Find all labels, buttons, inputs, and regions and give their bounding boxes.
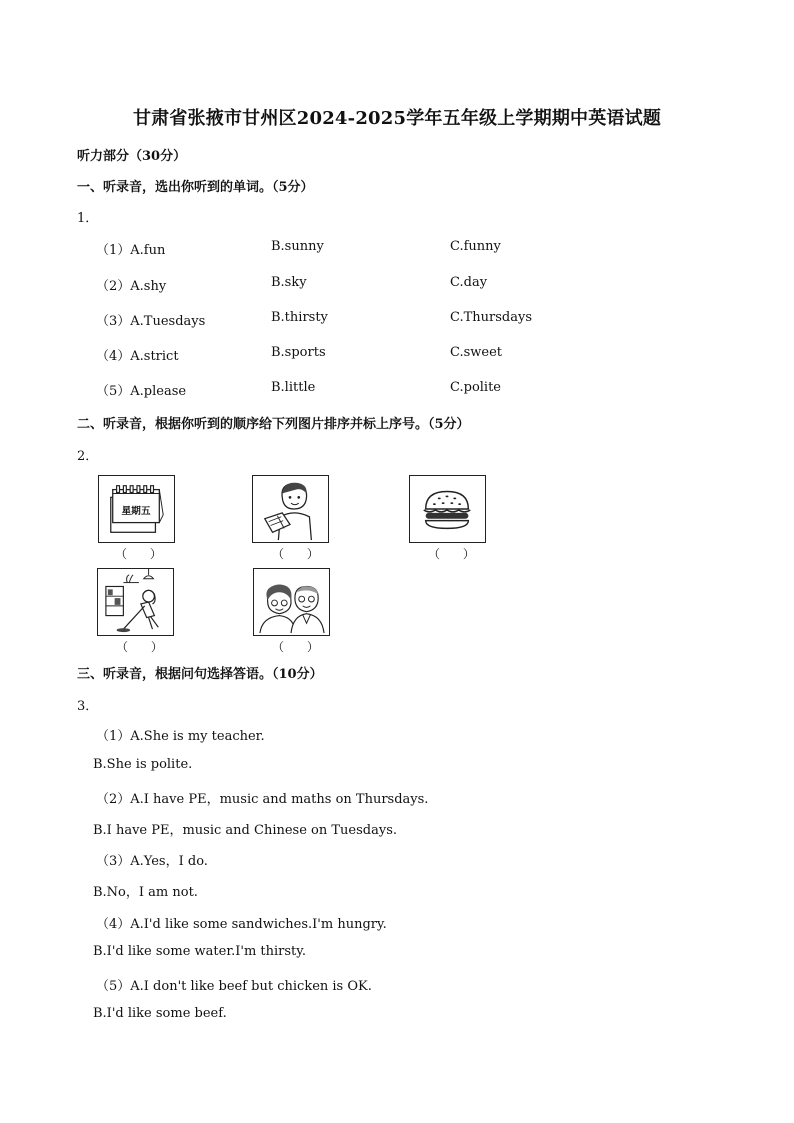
boy-reading-icon	[253, 476, 328, 542]
answer-line: B.No，I am not.	[93, 885, 198, 900]
calendar-label: 星期五	[121, 505, 151, 517]
option-row-4	[96, 345, 696, 365]
option-row-2	[96, 275, 696, 295]
answer-line: （5）A.I don't like beef but chicken is OK.	[96, 979, 372, 994]
option-a: （4）A.strict	[96, 349, 179, 364]
calendar-icon	[99, 476, 174, 542]
girl-mopping-icon	[98, 569, 173, 635]
option-b: B.sky	[271, 275, 307, 290]
option-row-5	[96, 380, 696, 400]
option-a: （2）A.shy	[96, 279, 167, 294]
option-c: C.day	[450, 275, 488, 290]
answer-line: （3）A.Yes，I do.	[96, 854, 208, 869]
grandparents-icon	[254, 569, 329, 635]
option-c: C.polite	[450, 380, 501, 395]
answer-line: （1）A.She is my teacher.	[96, 729, 265, 744]
answer-blank: （ ）	[272, 640, 319, 654]
answer-blank: （ ）	[116, 640, 163, 654]
page-title: 甘肃省张掖市甘州区2024-2025学年五年级上学期期中英语试题	[132, 108, 662, 129]
option-c: C.sweet	[450, 345, 503, 360]
option-b: B.thirsty	[271, 310, 328, 325]
answer-line: B.She is polite.	[93, 757, 193, 772]
option-b: B.little	[271, 380, 316, 395]
option-c: C.Thursdays	[450, 310, 533, 325]
girl-mopping-picture	[97, 568, 174, 636]
answer-line: B.I have PE，music and Chinese on Tuesdays.	[93, 823, 398, 838]
option-b: B.sunny	[271, 239, 324, 254]
answer-blank: （ ）	[428, 547, 475, 561]
option-a: （5）A.please	[96, 384, 187, 399]
option-b: B.sports	[271, 345, 326, 360]
option-c: C.funny	[450, 239, 501, 254]
calendar-picture	[98, 475, 175, 543]
question-number-1: 1．	[77, 211, 99, 226]
option-row-1	[96, 239, 696, 259]
answer-line: B.I'd like some beef.	[93, 1006, 227, 1021]
question-number-2: 2．	[77, 449, 99, 464]
hamburger-icon	[410, 476, 485, 542]
answer-blank: （ ）	[115, 547, 162, 561]
boy-reading-picture	[252, 475, 329, 543]
part2-heading: 二、听录音，根据你听到的顺序给下列图片排序并标上序号。（5分）	[77, 417, 470, 432]
answer-blank: （ ）	[272, 547, 319, 561]
answer-line: （4）A.I'd like some sandwiches.I'm hungry.	[96, 917, 387, 932]
option-a: （3）A.Tuesdays	[96, 314, 206, 329]
option-row-3	[96, 310, 696, 330]
answer-line: B.I'd like some water.I'm thirsty.	[93, 944, 307, 959]
hamburger-picture	[409, 475, 486, 543]
option-a: （1）A.fun	[96, 243, 166, 258]
listening-header: 听力部分（30分）	[77, 149, 187, 164]
question-number-3: 3．	[77, 699, 99, 714]
part1-heading: 一、听录音，选出你听到的单词。（5分）	[77, 180, 314, 195]
grandparents-picture	[253, 568, 330, 636]
answer-line: （2）A.I have PE，music and maths on Thursdays.	[96, 792, 429, 807]
part3-heading: 三、听录音，根据问句选择答语。（10分）	[77, 667, 323, 682]
